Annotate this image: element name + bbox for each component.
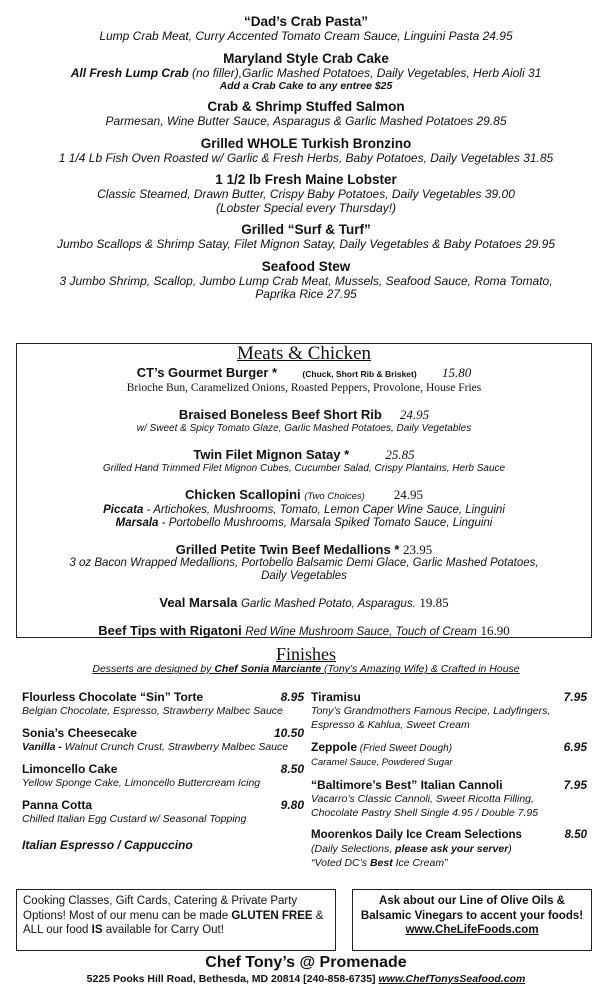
- menu-item: [0, 259, 612, 302]
- dessert-item: [22, 726, 304, 754]
- dessert-title-row: [22, 798, 304, 812]
- info-text: ALL our food: [23, 924, 92, 936]
- item-title: CT’s Gourmet Burger *: [136, 365, 278, 380]
- item-title-line: [17, 447, 591, 462]
- item-description: 3 oz Bacon Wrapped Medallions, Portobello Balsamic Demi Glace, Garlic Mashed Potatoes,: [69, 557, 539, 569]
- info-box-olive-oils: [352, 889, 592, 951]
- info-line: Balsamic Vinegars to accent your foods!: [360, 909, 584, 922]
- item-title: Crab & Shrimp Stuffed Salmon: [207, 99, 405, 114]
- item-description-bold: All Fresh Lump Crab: [70, 65, 189, 80]
- desserts-right-column: [311, 690, 587, 878]
- item-description: 3 Jumbo Shrimp, Scallop, Jumbo Lump Crab Meat, Mussels, Seafood Sauce, Roma Tomato,: [59, 273, 553, 288]
- item-price: 19.85: [419, 595, 449, 610]
- info-text: available for Carry Out!: [102, 924, 224, 936]
- dessert-name: “Baltimore’s Best” Italian Cannoli: [311, 778, 503, 792]
- dessert-item: [22, 798, 304, 826]
- desserts-left-column: [22, 690, 304, 860]
- dessert-title-row: [22, 762, 304, 776]
- menu-item: [0, 222, 612, 252]
- menu-item: [0, 136, 612, 166]
- option-name: Marsala: [115, 517, 159, 529]
- desc-bold: Best: [369, 857, 393, 869]
- menu-item: [17, 542, 591, 583]
- section-heading: Meats & Chicken: [236, 343, 372, 364]
- dessert-price: 7.95: [563, 690, 587, 704]
- item-title-line: [17, 487, 591, 504]
- dessert-title-row: [311, 740, 587, 756]
- item-price: 25.85: [385, 447, 415, 462]
- dessert-description-line2: Espresso & Kahlua, Sweet Cream: [311, 719, 470, 731]
- item-subtitle: (Two Choices): [304, 491, 365, 502]
- dessert-title-row: [22, 726, 304, 740]
- dessert-title-row: [311, 690, 587, 704]
- item-title: Grilled Petite Twin Beef Medallions *: [175, 542, 400, 557]
- dessert-item: [22, 838, 304, 852]
- menu-item: [0, 172, 612, 215]
- dessert-name: Flourless Chocolate “Sin” Torte: [22, 690, 204, 704]
- subtitle-text: (Tony’s Amazing Wife) & Crafted in House: [321, 663, 520, 675]
- dessert-description-bold: Vanilla -: [22, 741, 62, 753]
- item-description: 1 1/4 Lb Fish Oven Roasted w/ Garlic & Fresh Herbs, Baby Potatoes, Daily Vegetables 31.85: [58, 150, 554, 165]
- dessert-description: [311, 842, 587, 856]
- item-title-line: [17, 407, 591, 422]
- desc-text: ): [508, 843, 512, 855]
- item-price: 15.80: [442, 365, 472, 380]
- option-description: - Portobello Mushrooms, Marsala Spiked Tomato Sauce, Linguini: [158, 517, 493, 529]
- dessert-name: Sonia’s Cheesecake: [22, 726, 137, 740]
- dessert-description: Tony’s Grandmothers Famous Recipe, Ladyfingers,: [311, 705, 551, 717]
- dessert-item: [311, 828, 587, 870]
- menu-item: [0, 51, 612, 93]
- meats-chicken-box: [16, 343, 592, 638]
- menu-item: [0, 99, 612, 129]
- option-description: - Artichokes, Mushrooms, Tomato, Lemon Caper Wine Sauce, Linguini: [143, 504, 505, 516]
- dessert-name: Tiramisu: [311, 690, 361, 704]
- dessert-price: 8.50: [564, 829, 587, 841]
- chef-name: Chef Sonia Marciante: [214, 663, 322, 675]
- dessert-name: Moorenkos Daily Ice Cream Selections: [311, 829, 522, 841]
- item-title-line: [17, 365, 591, 382]
- website-link[interactable]: www.CheLifeFoods.com: [405, 924, 539, 936]
- dessert-description: Chilled Italian Egg Custard w/ Seasonal Topping: [22, 813, 247, 825]
- dessert-description: Yellow Sponge Cake, Limoncello Buttercream Icing: [22, 777, 261, 789]
- item-description-text: (no filler),Garlic Mashed Potatoes, Daily Vegetables, Herb Aioli 31: [188, 65, 542, 80]
- item-title: Veal Marsala: [159, 595, 238, 610]
- desc-text: “Voted DC’s: [311, 857, 370, 869]
- dessert-item: [311, 740, 587, 770]
- item-price: 23.95: [403, 542, 433, 557]
- item-description: Garlic Mashed Potato, Asparagus.: [241, 598, 416, 610]
- dessert-price: 6.95: [563, 740, 587, 754]
- info-line: Ask about our Line of Olive Oils &: [379, 895, 565, 907]
- item-description: w/ Sweet & Spicy Tomato Glaze, Garlic Mashed Potatoes, Daily Vegetables: [136, 423, 472, 434]
- item-subtitle: (Chuck, Short Rib & Brisket): [302, 369, 417, 379]
- item-title: Chicken Scallopini: [185, 487, 301, 502]
- menu-item: [17, 487, 591, 530]
- info-text: &: [312, 909, 324, 922]
- dessert-item: [311, 690, 587, 732]
- address-text: 5225 Pooks Hill Road, Bethesda, MD 20814 [240-858-6735]: [86, 973, 379, 985]
- dessert-name: Panna Cotta: [22, 798, 93, 812]
- menu-item: [17, 447, 591, 475]
- dessert-price: 8.50: [280, 762, 304, 776]
- item-price: 24.95: [399, 407, 430, 422]
- info-line: [23, 909, 329, 924]
- menu-item: [17, 623, 591, 640]
- item-price: 16.90: [480, 623, 510, 638]
- item-description: Classic Steamed, Drawn Butter, Crispy Baby Potatoes, Daily Vegetables 39.00: [97, 187, 515, 201]
- dessert-name: Italian Espresso / Cappuccino: [22, 838, 193, 852]
- item-note: Add a Crab Cake to any entree $25: [219, 80, 393, 92]
- dessert-name: Zeppole: [311, 740, 358, 754]
- dessert-price: 9.80: [280, 798, 304, 812]
- menu-item: [17, 365, 591, 395]
- dessert-description-line2: [311, 856, 587, 870]
- dessert-description: Caramel Sauce, Powdered Sugar: [311, 757, 453, 768]
- dessert-description-line2: Chocolate Pastry Shell Single 4.95 / Double 7.95: [311, 807, 539, 819]
- dessert-name: Limoncello Cake: [22, 762, 118, 776]
- website-link[interactable]: www.ChefTonysSeafood.com: [378, 973, 526, 985]
- item-title: Twin Filet Mignon Satay *: [193, 447, 350, 462]
- item-option: [17, 504, 591, 517]
- item-title: Braised Boneless Beef Short Rib: [178, 407, 382, 422]
- dessert-item: [311, 778, 587, 820]
- info-box-services: [16, 889, 336, 951]
- item-description-line2: (Lobster Special every Thursday!): [215, 200, 397, 215]
- item-title-line: [17, 595, 591, 612]
- menu-item: [17, 407, 591, 435]
- section-subtitle: [0, 663, 612, 675]
- item-title: Seafood Stew: [261, 258, 351, 274]
- item-description: Lump Crab Meat, Curry Accented Tomato Cream Sauce, Linguini Pasta 24.95: [99, 29, 513, 43]
- item-description: Parmesan, Wine Butter Sauce, Asparagus & Garlic Mashed Potatoes 29.85: [105, 114, 507, 128]
- item-option: [17, 517, 591, 530]
- item-title: Maryland Style Crab Cake: [223, 50, 389, 66]
- dessert-description: Vacarro’s Classic Cannoli, Sweet Ricotta Filling,: [311, 793, 534, 805]
- info-text: Options! Most of our menu can be made: [23, 909, 232, 922]
- dessert-description-text: Walnut Crunch Crust, Strawberry Malbec Sauce: [61, 741, 289, 753]
- item-description: Brioche Bun, Caramelized Onions, Roasted Peppers, Provolone, House Fries: [126, 382, 482, 394]
- item-title: 1 1/2 lb Fresh Maine Lobster: [215, 172, 397, 187]
- dessert-title-row: [311, 778, 587, 792]
- item-title: “Dad’s Crab Pasta”: [243, 14, 369, 29]
- item-title: Beef Tips with Rigatoni: [98, 623, 242, 638]
- item-title-line: [17, 623, 591, 640]
- option-name: Piccata: [103, 504, 144, 516]
- item-description-line2: Daily Vegetables: [261, 570, 347, 582]
- item-title-line: [17, 542, 591, 557]
- item-description: Grilled Hand Trimmed Filet Mignon Cubes, Cucumber Salad, Crispy Plantains, Herb Sauce: [102, 463, 506, 474]
- dessert-price: 8.95: [280, 690, 304, 704]
- dessert-description: [22, 740, 304, 754]
- subtitle-text: Desserts are designed by: [92, 663, 215, 675]
- info-bold: IS: [91, 924, 103, 936]
- desc-text: Ice Cream”: [392, 857, 448, 869]
- item-description-line2: Paprika Rice 27.95: [255, 287, 357, 301]
- restaurant-name: Chef Tony’s @ Promenade: [205, 954, 407, 971]
- menu-item: [0, 14, 612, 44]
- item-description: Red Wine Mushroom Sauce, Touch of Cream: [245, 626, 477, 638]
- restaurant-address: [0, 973, 612, 985]
- seafood-section: [0, 14, 612, 309]
- dessert-description: Belgian Chocolate, Espresso, Strawberry Malbec Sauce: [22, 705, 283, 717]
- dessert-price: 7.95: [563, 778, 587, 792]
- info-bold: GLUTEN FREE: [231, 909, 313, 922]
- info-line: Cooking Classes, Gift Cards, Catering & Private Party: [23, 895, 298, 907]
- item-title: Grilled “Surf & Turf”: [241, 222, 371, 237]
- dessert-title-row: [22, 838, 304, 852]
- item-description: Jumbo Scallops & Shrimp Satay, Filet Mignon Satay, Daily Vegetables & Baby Potatoes 29.95: [56, 237, 556, 251]
- dessert-price: 10.50: [273, 726, 304, 740]
- desc-text: (Daily Selections,: [311, 843, 396, 855]
- dessert-name-sub: (Fried Sweet Dough): [357, 743, 453, 754]
- dessert-item: [22, 690, 304, 718]
- desc-bold: please ask your server: [395, 843, 509, 855]
- menu-item: [17, 595, 591, 612]
- item-title: Grilled WHOLE Turkish Bronzino: [200, 135, 412, 151]
- dessert-item: [22, 762, 304, 790]
- info-line: [23, 923, 329, 938]
- section-heading: Finishes: [275, 644, 336, 664]
- item-price: 24.95: [393, 487, 423, 502]
- dessert-title-row: [22, 690, 304, 704]
- item-description: [0, 67, 612, 81]
- dessert-title-row: [311, 828, 587, 842]
